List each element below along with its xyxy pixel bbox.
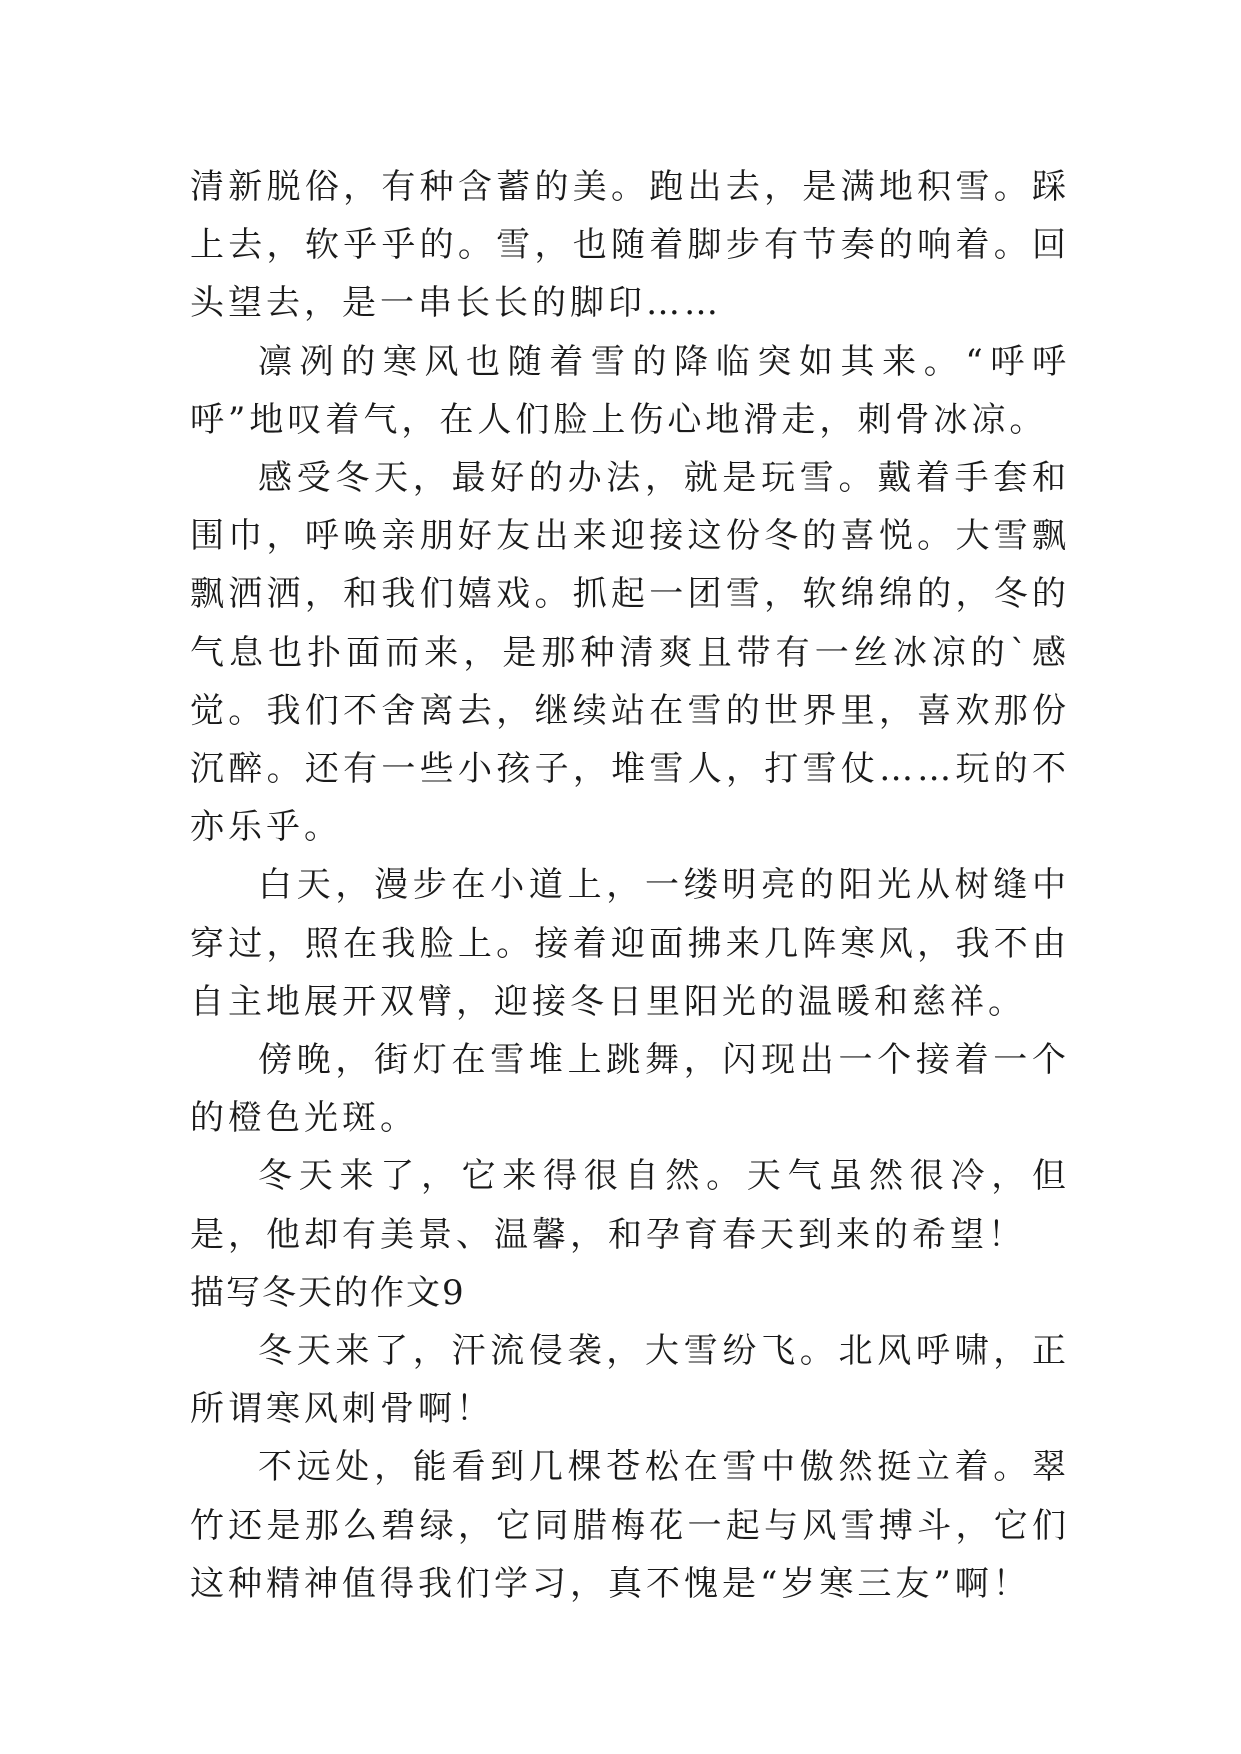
paragraph-continuation: 清新脱俗，有种含蓄的美。跑出去，是满地积雪。踩上去，软乎乎的。雪，也随着脚步有节奏的响着。回头望去，是一串长长的脚印…… xyxy=(190,167,1070,324)
paragraph-snow-play: 感受冬天，最好的办法，就是玩雪。戴着手套和围巾，呼唤亲朋好友出来迎接这份冬的喜悦。大雪飘飘洒洒，和我们嬉戏。抓起一团雪，软绵绵的，冬的气息也扑面而来，是那种清爽且带有一丝冰凉的`感觉。我们不舍离去，继续站在雪的世界里，喜欢那份沉醉。还有一些小孩子，堆雪人，打雪仗……玩的不亦乐乎。 xyxy=(190,458,1070,848)
paragraph-conclusion: 冬天来了，它来得很自然。天气虽然很冷，但是，他却有美景、温馨，和孕育春天到来的希望！ xyxy=(190,1156,1070,1255)
paragraph-evening: 傍晚，街灯在雪堆上跳舞，闪现出一个接着一个的橙色光斑。 xyxy=(190,1040,1070,1139)
paragraph-daytime: 白天，漫步在小道上，一缕明亮的阳光从树缝中穿过，照在我脸上。接着迎面拂来几阵寒风，我不由自主地展开双臂，迎接冬日里阳光的温暖和慈祥。 xyxy=(190,865,1070,1022)
paragraph-winter-arrives: 冬天来了，汗流侵袭，大雪纷飞。北风呼啸，正所谓寒风刺骨啊！ xyxy=(190,1331,1070,1430)
paragraph-wind: 凛冽的寒风也随着雪的降临突如其来。“呼呼呼”地叹着气，在人们脸上伤心地滑走，刺骨冰凉。 xyxy=(190,341,1070,440)
essay-heading: 描写冬天的作文9 xyxy=(190,1272,466,1313)
paragraph-three-friends: 不远处，能看到几棵苍松在雪中傲然挺立着。翠竹还是那么碧绿，它同腊梅花一起与风雪搏斗，它们这种精神值得我们学习，真不愧是“岁寒三友”啊！ xyxy=(190,1447,1070,1604)
document-page xyxy=(190,158,1070,1613)
